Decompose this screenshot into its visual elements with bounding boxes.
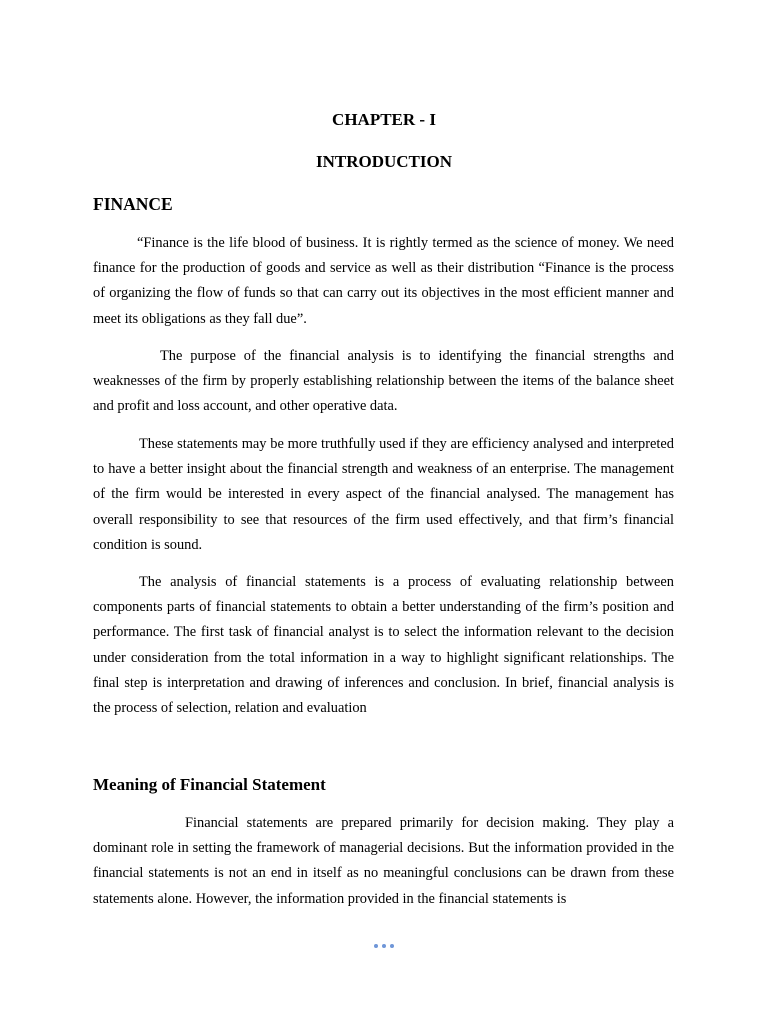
dot xyxy=(382,944,386,948)
ellipsis-icon[interactable] xyxy=(0,938,768,952)
chapter-heading: CHAPTER - I xyxy=(332,110,436,129)
paragraph-purpose: The purpose of the financial analysis is to identifying the financial strengths and weaknesses of the firm by properly establishing relationship between the items of the balance sheet and profit and loss account, and other operative data. xyxy=(93,348,674,415)
paragraph-analysis-process: The analysis of financial statements is a process of evaluating relationship between components parts of financial statements to obtain a better understanding of the firm’s position and performance. The first task of financial analyst is to select the information relevant to the decision under consideration from the total information in a way to highlight significant relationships. The final step is interpretation and drawing of inferences and conclusion. In brief, financial analysis is the process of selection, relation and evaluation xyxy=(93,574,674,717)
paragraph-statements-usage: These statements may be more truthfully used if they are efficiency analysed and interpreted to have a better insight about the financial strength and weakness of an enterprise. The management of the firm would be interested in every aspect of the financial analysed. The management has overall responsibility to see that resources of the firm used effectively, and that firm’s financial condition is sound. xyxy=(93,436,674,553)
section-heading-meaning: Meaning of Financial Statement xyxy=(93,775,326,794)
section-heading-finance: FINANCE xyxy=(93,194,173,214)
dot xyxy=(390,944,394,948)
paragraph-meaning-financial-statement: Financial statements are prepared primarily for decision making. They play a dominant role in setting the framework of managerial decisions. But the information provided in the financial statements is not an end in itself as no meaningful conclusions can be drawn from these statements alone. However, the information provided in the financial statements is xyxy=(93,815,674,907)
chapter-title: INTRODUCTION xyxy=(315,152,453,171)
paragraph-finance-definition: “Finance is the life blood of business. It is rightly termed as the science of money. We need finance for the production of goods and service as well as their distribution “Finance is the process of organizing the flow of funds so that can carry out its objectives in the most efficient manner and meet its obligations as they fall due”. xyxy=(93,235,674,327)
dot xyxy=(374,944,378,948)
